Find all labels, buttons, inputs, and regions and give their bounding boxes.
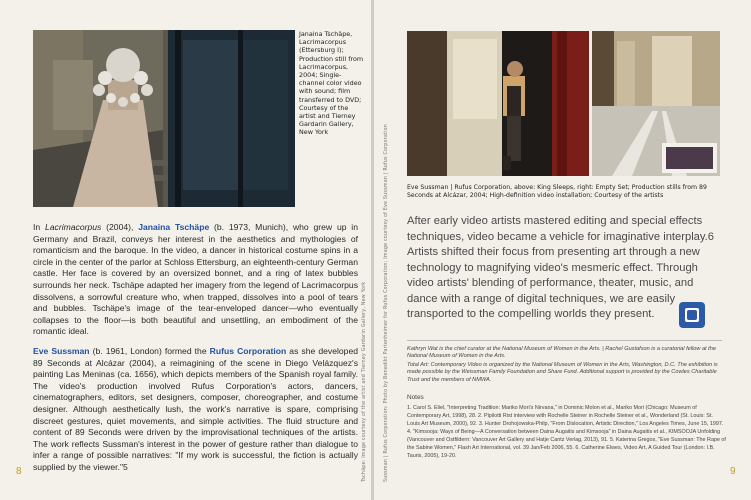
pull-quote: After early video artists mastered editing and special effects techniques, video became a vehicle for imaginative interplay.6 Artists shifted their focus from presenting art through a new technology to magnifying video's mesmeric effect. Through video artists' blending of performance, theater, music, and dance with a range of digital techniques, we are easily transported to the compelling worlds they present. xyxy=(407,215,714,320)
tschape-photo xyxy=(33,30,295,207)
tschape-artist-name: Janaina Tschäpe xyxy=(138,222,210,232)
left-page xyxy=(0,0,371,500)
sussman-caption: Eve Sussman | Rufus Corporation, above: King Sleeps, right: Empty Set; Production stills from 89 Seconds at Alcázar, 2004; High-definition video installation; Courtesy of the artists xyxy=(407,184,707,199)
curator-note: Kathryn Wat is the chief curator at the National Museum of Women in the Arts. | Rachel Gustafson is a curatorial fellow at the National Museum of Women in the Arts. xyxy=(407,346,716,360)
sponsor-note: Total Art: Contemporary Video is organized by the National Museum of Women in the Arts, Washington, D.C. The exhibition is made possible by the Weissman Family Foundation and Share Fund. Additional support is provided by the Cowles Charitable Trust and the members of NMWA. xyxy=(407,362,718,383)
notes-list: 1. Carol S. Eliel, "Interpreting Tradition: Mariko Mori's Nirvana," in Dominic Molon et al., Mariko Mori (Chicago: Museum of Contemporary Art, 1998), 28. 2. Pipilotti Rist interview with Rochelle Steiner in Rochelle Steiner et al., Wonderland (St. Louis: St. Louis Art Museum, 2000), 92. 3. Hunter Drohojowska-Philp, "From Dislocation, Artistic Direction," Los Angeles Times, June 15, 1997. 4. "Kimsooja: Ways of Being—A Conversation between Daina Augaitis and Kimsooja" in Daina Augaitis et al., KIMSOOJA Unfolding (Vancouver and Ostfildern: Vancouver Art Gallery and Hatje Cantz Verlag, 2013), 91. 5. Katerina Gregos, "Eve Sussman: The Rape of the Sabine Women," Flash Art International, vol. 39 Jan/Feb 2006, 55. 6. Catherine Elwes, Video Art, A Guided Tour (London: I.B. Tauris, 2005), 19-20. xyxy=(407,405,726,459)
left-vertical-credit: Tschäpe: Image courtesy of the artist and Tierney Gardarin Gallery, New York xyxy=(362,281,367,482)
right-page xyxy=(374,0,751,500)
rufus-corporation-name: Rufus Corporation xyxy=(209,346,287,356)
tschape-paragraph: In Lacrimacorpus (2004), Janaina Tschäpe (b. 1973, Munich), who grew up in Germany and Brazil, conveys her interest in the aesthetics and mythologies of romanticism and the baroque. In the video, a dancer in historical costume spins in a circle in the center of the parlor at Schloss Ettersburg, an eighteenth-century German castle. Her face is covered by an oversized bonnet, and a ring of latex bubbles surrounds her neck. Tschäpe adapted her imagery from the legend of Lacrimacorpus dissolvens, a sorrowful creature who, when trapped, dissolves into a pool of tears and bubbles. Tschäpe's image of the tear-enveloped dancer—who eventually collapses to the floor—is both beautiful and unsettling, an embodiment of the romantic ideal. xyxy=(33,222,358,337)
nmwa-logo-icon xyxy=(679,302,705,328)
king-sleeps-photo xyxy=(407,31,589,176)
empty-set-photo xyxy=(592,31,720,176)
page-number-right: 9 xyxy=(730,466,736,477)
sussman-artist-name: Eve Sussman xyxy=(33,346,90,356)
tschape-caption: Janaina Tschäpe, Lacrimacorpus (Ettersburg I); Production still from Lacrimacorpus, 2004; Single-channel color video with sound; film transferred to DVD; Courtesy of the artist and Tierney Gardarin Gallery, New York xyxy=(299,30,364,137)
notes-heading: Notes xyxy=(407,394,424,401)
right-vertical-credit: Sussman | Rufus Corporation: Photo by Benedikt Partenheimer for Rufus Corporation; Image courtesy of Eve Sussman | Rufus Corporation xyxy=(384,124,389,482)
sussman-paragraph: Eve Sussman (b. 1961, London) formed the Rufus Corporation as she developed 89 Seconds at Alcázar (2004), a reimagining of the scene in Diego Velázquez's painting Las Meninas (ca. 1656), which depicts members of the Spanish royal family. The video's production involved Rufus Corporation's actors, dancers, cinematographers, editors, set designers, composer, choreographer, and costume designer. Although aesthetically lush, the work's narrative is spare, comprising discreet gestures, quiet movements, and simple activities. The fluid structure and content of 89 Seconds were driven by the improvisational techniques of the artists. The work reflects Sussman's interest in the power of gesture rather than dialogue to infer a range of possible narratives: "If my work is successful, the fiction is actually supplied by the viewer."5 xyxy=(33,346,359,472)
page-number-left: 8 xyxy=(16,466,22,477)
section-divider xyxy=(407,340,722,341)
